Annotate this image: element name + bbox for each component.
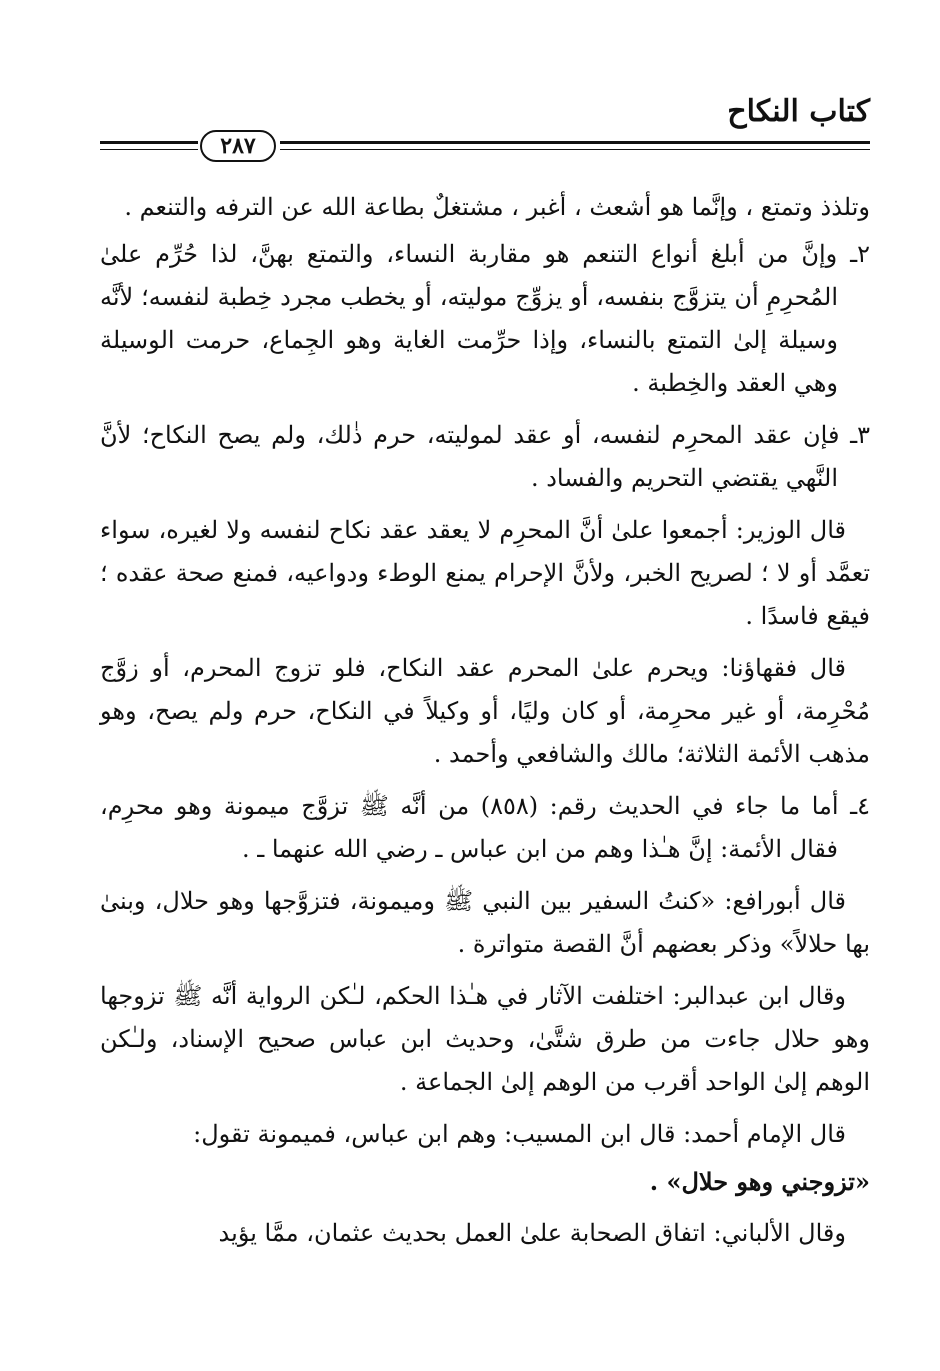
- paragraph-fuqahauna: قال فقهاؤنا: ويحرم علىٰ المحرم عقد النكاح، فلو تزوج المحرم، أو زوَّج مُحْرِمة، أو غير محرِمة، أو كان وليًا، أو وكيلاً في النكاح، حرم ولم يصح، وهو مذهب الأئمة الثلاثة؛ مالك والشافعي وأحمد .: [100, 654, 870, 768]
- paragraph-item-3: ٣ـ فإن عقد المحرِم لنفسه، أو عقد لموليته، حرم ذٰلك، ولم يصح النكاح؛ لأنَّ النَّهي يقتضي التحريم والفساد .: [100, 421, 870, 492]
- header-rule-thin-left: [100, 149, 198, 150]
- page-number: ٢٨٧: [200, 130, 276, 162]
- paragraph-continuation: وتلذذ وتمتع ، وإنَّما هو أشعث ، أغبر ، مشتغلٌ بطاعة الله عن الترفه والتنعم .: [124, 193, 870, 221]
- paragraph-imam-ahmad: قال الإمام أحمد: قال ابن المسيب: وهم ابن عباس، فميمونة تقول:: [193, 1120, 846, 1148]
- header-rule-thick-left: [100, 141, 198, 144]
- paragraph-quote-maymuna: «تزوجني وهو حلال» .: [649, 1167, 870, 1196]
- paragraph-al-albani: وقال الألباني: اتفاق الصحابة علىٰ العمل بحديث عثمان، ممَّا يؤيد: [218, 1219, 846, 1247]
- body-text: [100, 186, 870, 1255]
- header-rule-thin-right: [280, 149, 870, 150]
- paragraph-ibn-abdulbarr: وقال ابن عبدالبر: اختلفت الآثار في هـٰذا الحكم، لـٰكن الرواية أنَّه ﷺ تزوجها وهو حلال جاءت من طرق شتَّىٰ، وحديث ابن عباس صحيح الإسناد، ولـٰكن الوهم إلىٰ الواحد أقرب من الوهم إلىٰ الجماعة .: [100, 982, 870, 1096]
- paragraph-item-4: ٤ـ أما ما جاء في الحديث رقم: (٨٥٨) من أنَّه ﷺ تزوَّج ميمونة وهو محرِم، فقال الأئمة: إنَّ هـٰذا وهم من ابن عباس ـ رضي الله عنهما ـ .: [100, 792, 870, 863]
- paragraph-item-2: ٢ـ وإنَّ من أبلغ أنواع التنعم هو مقاربة النساء، والتمتع بهنَّ، لذا حُرِّم علىٰ المُحرِمِ أن يتزوَّج بنفسه، أو يزوِّج موليته، أو يخطب مجرد خِطبة لنفسه؛ لأنَّه وسيلة إلىٰ التمتع بالنساء، وإذا حرِّمت الغاية وهو الجِماع، حرمت الوسيلة وهي العقد والخِطبة .: [100, 240, 870, 397]
- paragraph-al-wazir: قال الوزير: أجمعوا علىٰ أنَّ المحرِم لا يعقد عقد نكاح لنفسه ولا لغيره، سواء تعمَّد أو لا ؛ لصريح الخبر، ولأنَّ الإحرام يمنع الوطء ودواعيه، فمنع صحة عقده ؛ فيقع فاسدًا .: [100, 516, 870, 630]
- paragraph-abu-rafi: قال أبورافع: «كنتُ السفير بين النبي ﷺ وميمونة، فتزوَّجها وهو حلال، وبنىٰ بها حلالاً» وذكر بعضهم أنَّ القصة متواترة .: [100, 887, 870, 958]
- header-rule-thick-right: [280, 141, 870, 144]
- running-head: كتاب النكاح: [727, 94, 870, 129]
